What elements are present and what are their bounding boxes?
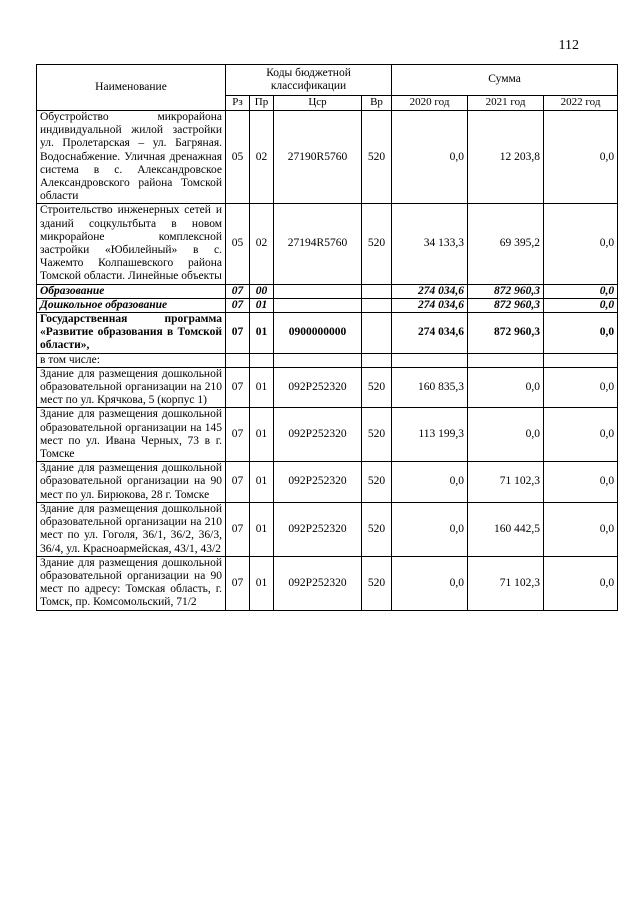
row-2022: 0,0: [544, 204, 618, 284]
row-pr: 02: [250, 111, 274, 204]
row-csr: 092P252320: [274, 556, 362, 610]
row-rz: 07: [226, 298, 250, 312]
row-2022: 0,0: [544, 367, 618, 408]
row-2022: 0,0: [544, 502, 618, 556]
table-row: [37, 367, 618, 408]
budget-table: [36, 64, 618, 611]
row-2020: 160 835,3: [392, 367, 468, 408]
row-2020: 274 034,6: [392, 298, 468, 312]
row-2020: 34 133,3: [392, 204, 468, 284]
row-pr: 01: [250, 367, 274, 408]
row-2022: 0,0: [544, 298, 618, 312]
row-2022: 0,0: [544, 284, 618, 298]
row-2020: 113 199,3: [392, 408, 468, 462]
row-2021: 69 395,2: [468, 204, 544, 284]
row-csr: 092P252320: [274, 408, 362, 462]
row-pr: 01: [250, 462, 274, 503]
row-2020: 274 034,6: [392, 313, 468, 354]
row-2022: 0,0: [544, 556, 618, 610]
row-name: Государственная программа «Развитие образования в Томской области»,: [37, 313, 226, 354]
row-rz: 07: [226, 367, 250, 408]
row-name: в том числе:: [37, 353, 226, 367]
row-vr: 520: [362, 111, 392, 204]
row-pr: 01: [250, 502, 274, 556]
row-vr: 520: [362, 462, 392, 503]
row-rz: 07: [226, 313, 250, 354]
row-rz: 07: [226, 284, 250, 298]
row-csr: 27190R5760: [274, 111, 362, 204]
row-name: Здание для размещения дошкольной образовательной организации на 210 мест по ул. Гоголя, 36/1, 36/2, 36/3, 36/4, ул. Красноармейская, 43/1, 43/2: [37, 502, 226, 556]
header-sum: Сумма: [392, 65, 618, 96]
table-row: [37, 502, 618, 556]
row-name: Обустройство микрорайона индивидуальной жилой застройки ул. Пролетарская – ул. Багряная. Водоснабжение. Уличная дренажная система в с. Александровское Александровского района Томской области: [37, 111, 226, 204]
row-name: Здание для размещения дошкольной образовательной организации на 210 мест по ул. Крячкова, 5 (корпус 1): [37, 367, 226, 408]
row-rz: 05: [226, 204, 250, 284]
row-2020: 0,0: [392, 462, 468, 503]
table-row: [37, 462, 618, 503]
row-csr: 092P252320: [274, 367, 362, 408]
table-row-note: [37, 353, 618, 367]
row-pr: 01: [250, 298, 274, 312]
row-2021: 12 203,8: [468, 111, 544, 204]
header-rz: Рз: [226, 96, 250, 111]
row-2021: 0,0: [468, 408, 544, 462]
header-2021: 2021 год: [468, 96, 544, 111]
row-vr: [362, 313, 392, 354]
row-csr: 27194R5760: [274, 204, 362, 284]
row-2020: 274 034,6: [392, 284, 468, 298]
table-row: [37, 556, 618, 610]
row-name: Здание для размещения дошкольной образовательной организации на 90 мест по адресу: Томская область, г. Томск, пр. Комсомольский, 71/2: [37, 556, 226, 610]
header-pr: Пр: [250, 96, 274, 111]
row-2022: 0,0: [544, 111, 618, 204]
table-row-subsection: [37, 298, 618, 312]
row-2022: 0,0: [544, 408, 618, 462]
row-2021: 71 102,3: [468, 556, 544, 610]
row-vr: 520: [362, 367, 392, 408]
row-name: Дошкольное образование: [37, 298, 226, 312]
row-2020: 0,0: [392, 556, 468, 610]
row-2020: 0,0: [392, 502, 468, 556]
row-rz: 07: [226, 556, 250, 610]
header-vr: Вр: [362, 96, 392, 111]
row-2022: 0,0: [544, 313, 618, 354]
row-2021: 872 960,3: [468, 298, 544, 312]
row-pr: 01: [250, 313, 274, 354]
row-2021: 160 442,5: [468, 502, 544, 556]
row-csr: 0900000000: [274, 313, 362, 354]
row-pr: 01: [250, 556, 274, 610]
row-pr: 01: [250, 408, 274, 462]
header-codes: Коды бюджетной классификации: [226, 65, 392, 96]
row-name: Здание для размещения дошкольной образовательной организации на 145 мест по ул. Ивана Черных, 73 в г. Томске: [37, 408, 226, 462]
row-rz: 05: [226, 111, 250, 204]
row-2021: 872 960,3: [468, 284, 544, 298]
header-2022: 2022 год: [544, 96, 618, 111]
row-csr: 092P252320: [274, 462, 362, 503]
row-vr: 520: [362, 204, 392, 284]
table-row: [37, 204, 618, 284]
row-pr: 00: [250, 284, 274, 298]
row-2021: 872 960,3: [468, 313, 544, 354]
row-2020: 0,0: [392, 111, 468, 204]
header-csr: Цср: [274, 96, 362, 111]
table-row-program: [37, 313, 618, 354]
row-2021: 71 102,3: [468, 462, 544, 503]
row-csr: [274, 284, 362, 298]
row-2022: 0,0: [544, 462, 618, 503]
header-2020: 2020 год: [392, 96, 468, 111]
row-vr: 520: [362, 556, 392, 610]
row-pr: 02: [250, 204, 274, 284]
row-vr: 520: [362, 502, 392, 556]
page-number: 112: [558, 38, 579, 53]
row-name: Здание для размещения дошкольной образовательной организации на 90 мест по ул. Бирюкова, 28 г. Томске: [37, 462, 226, 503]
table-row: [37, 111, 618, 204]
header-name: Наименование: [37, 65, 226, 111]
row-rz: 07: [226, 502, 250, 556]
row-csr: [274, 298, 362, 312]
row-csr: 092P252320: [274, 502, 362, 556]
row-vr: [362, 298, 392, 312]
row-name: Образование: [37, 284, 226, 298]
table-row: [37, 408, 618, 462]
row-rz: 07: [226, 462, 250, 503]
row-2021: 0,0: [468, 367, 544, 408]
row-rz: 07: [226, 408, 250, 462]
row-vr: 520: [362, 408, 392, 462]
row-vr: [362, 284, 392, 298]
row-name: Строительство инженерных сетей и зданий соцкультбыта в новом микрорайоне комплексной застройки «Юбилейный» в с. Чажемто Колпашевского района Томской области. Линейные объекты: [37, 204, 226, 284]
table-row-section: [37, 284, 618, 298]
